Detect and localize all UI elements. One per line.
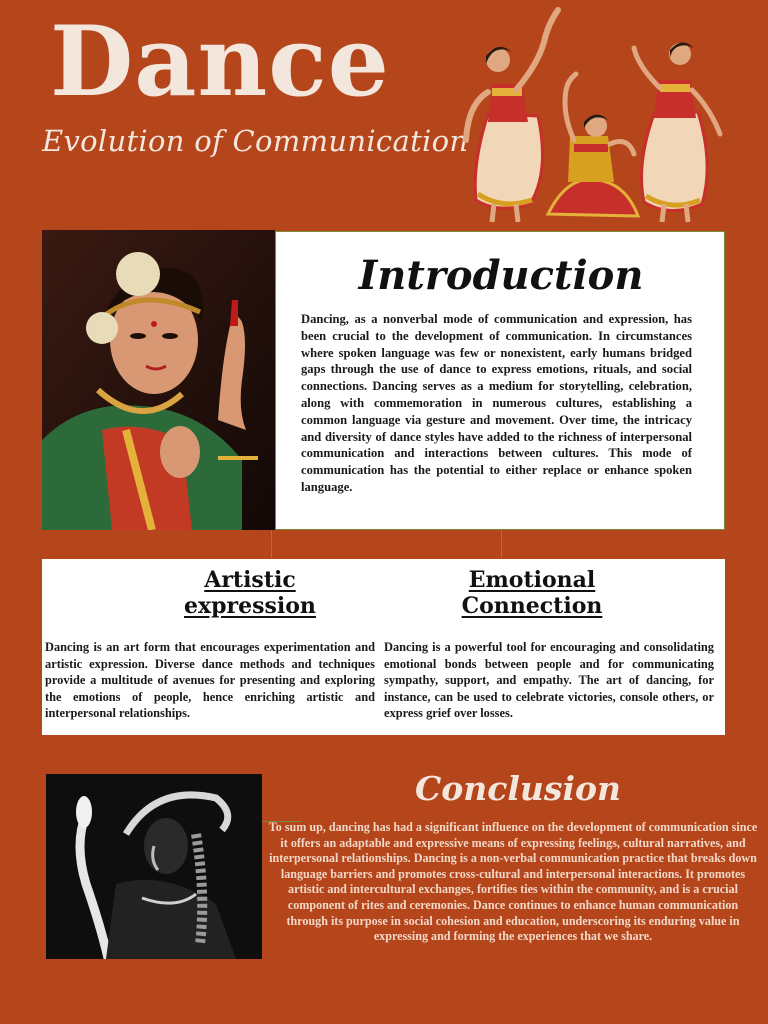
connector-line-left — [271, 530, 272, 558]
emotional-connection-text: Dancing is a powerful tool for encouraging and consolidating emotional bonds between people and for communicating sympathy, support, and empathy. The art of dancing, for instance, can be used to celebrate victories, console others, or express grief over losses. — [384, 640, 714, 721]
introduction-panel — [275, 231, 725, 530]
artistic-heading-line1: Artistic — [204, 567, 296, 593]
emotional-heading-line2: Connection — [461, 593, 603, 619]
dancer-silhouette-photo — [46, 774, 262, 959]
poster-title: Dance — [50, 5, 390, 118]
dancer-portrait-photo — [42, 230, 275, 530]
introduction-heading: Introduction — [358, 252, 644, 299]
artistic-heading-line2: expression — [184, 593, 316, 619]
connector-line-right — [501, 530, 502, 558]
artistic-expression-text: Dancing is an art form that encourages experimentation and artistic expression. Diverse dance methods and techniques provide a multitude of avenues for presenting and exploring the emotions of people, hence enriching artistic and interpersonal relationships. — [45, 640, 375, 721]
emotional-heading-line1: Emotional — [468, 567, 596, 593]
poster-subtitle: Evolution of Communication — [42, 124, 469, 158]
dancers-illustration-icon — [458, 4, 728, 228]
introduction-text: Dancing, as a nonverbal mode of communication and expression, has been crucial to the development of communication. In circumstances where spoken language was few or nonexistent, early humans bridged gaps through the use of dance to express emotions, rituals, and social connections. Dancing serves as a medium for storytelling, celebration, along with commemoration in numerous cultures, establishing a common language via gesture and movement. Over time, the intricacy and diversity of dance styles have added to the richness of interpersonal communication and interactions between cultures. This mode of communication has the potential to either replace or enhance spoken language. — [301, 312, 692, 494]
emotional-connection-heading — [382, 567, 682, 619]
conclusion-text: To sum up, dancing has had a significant influence on the development of communication since it offers an adaptable and expressive means of expressing feelings, cultural narratives, and interpersonal relationships. Dancing is a non-verbal communication practice that breaks down language barriers and promotes cross-cultural and interpersonal interactions. It promotes artistic and intercultural exchanges, fortifies ties within the community, and is a crucial component of rites and ceremonies. Dance continues to enhance human communication through its purpose in social cohesion and education, underscoring its enduring value in expressing and forming the experiences that we share. — [268, 820, 758, 944]
two-column-panel — [42, 559, 725, 735]
conclusion-heading: Conclusion — [414, 769, 621, 808]
artistic-expression-heading — [100, 567, 400, 619]
